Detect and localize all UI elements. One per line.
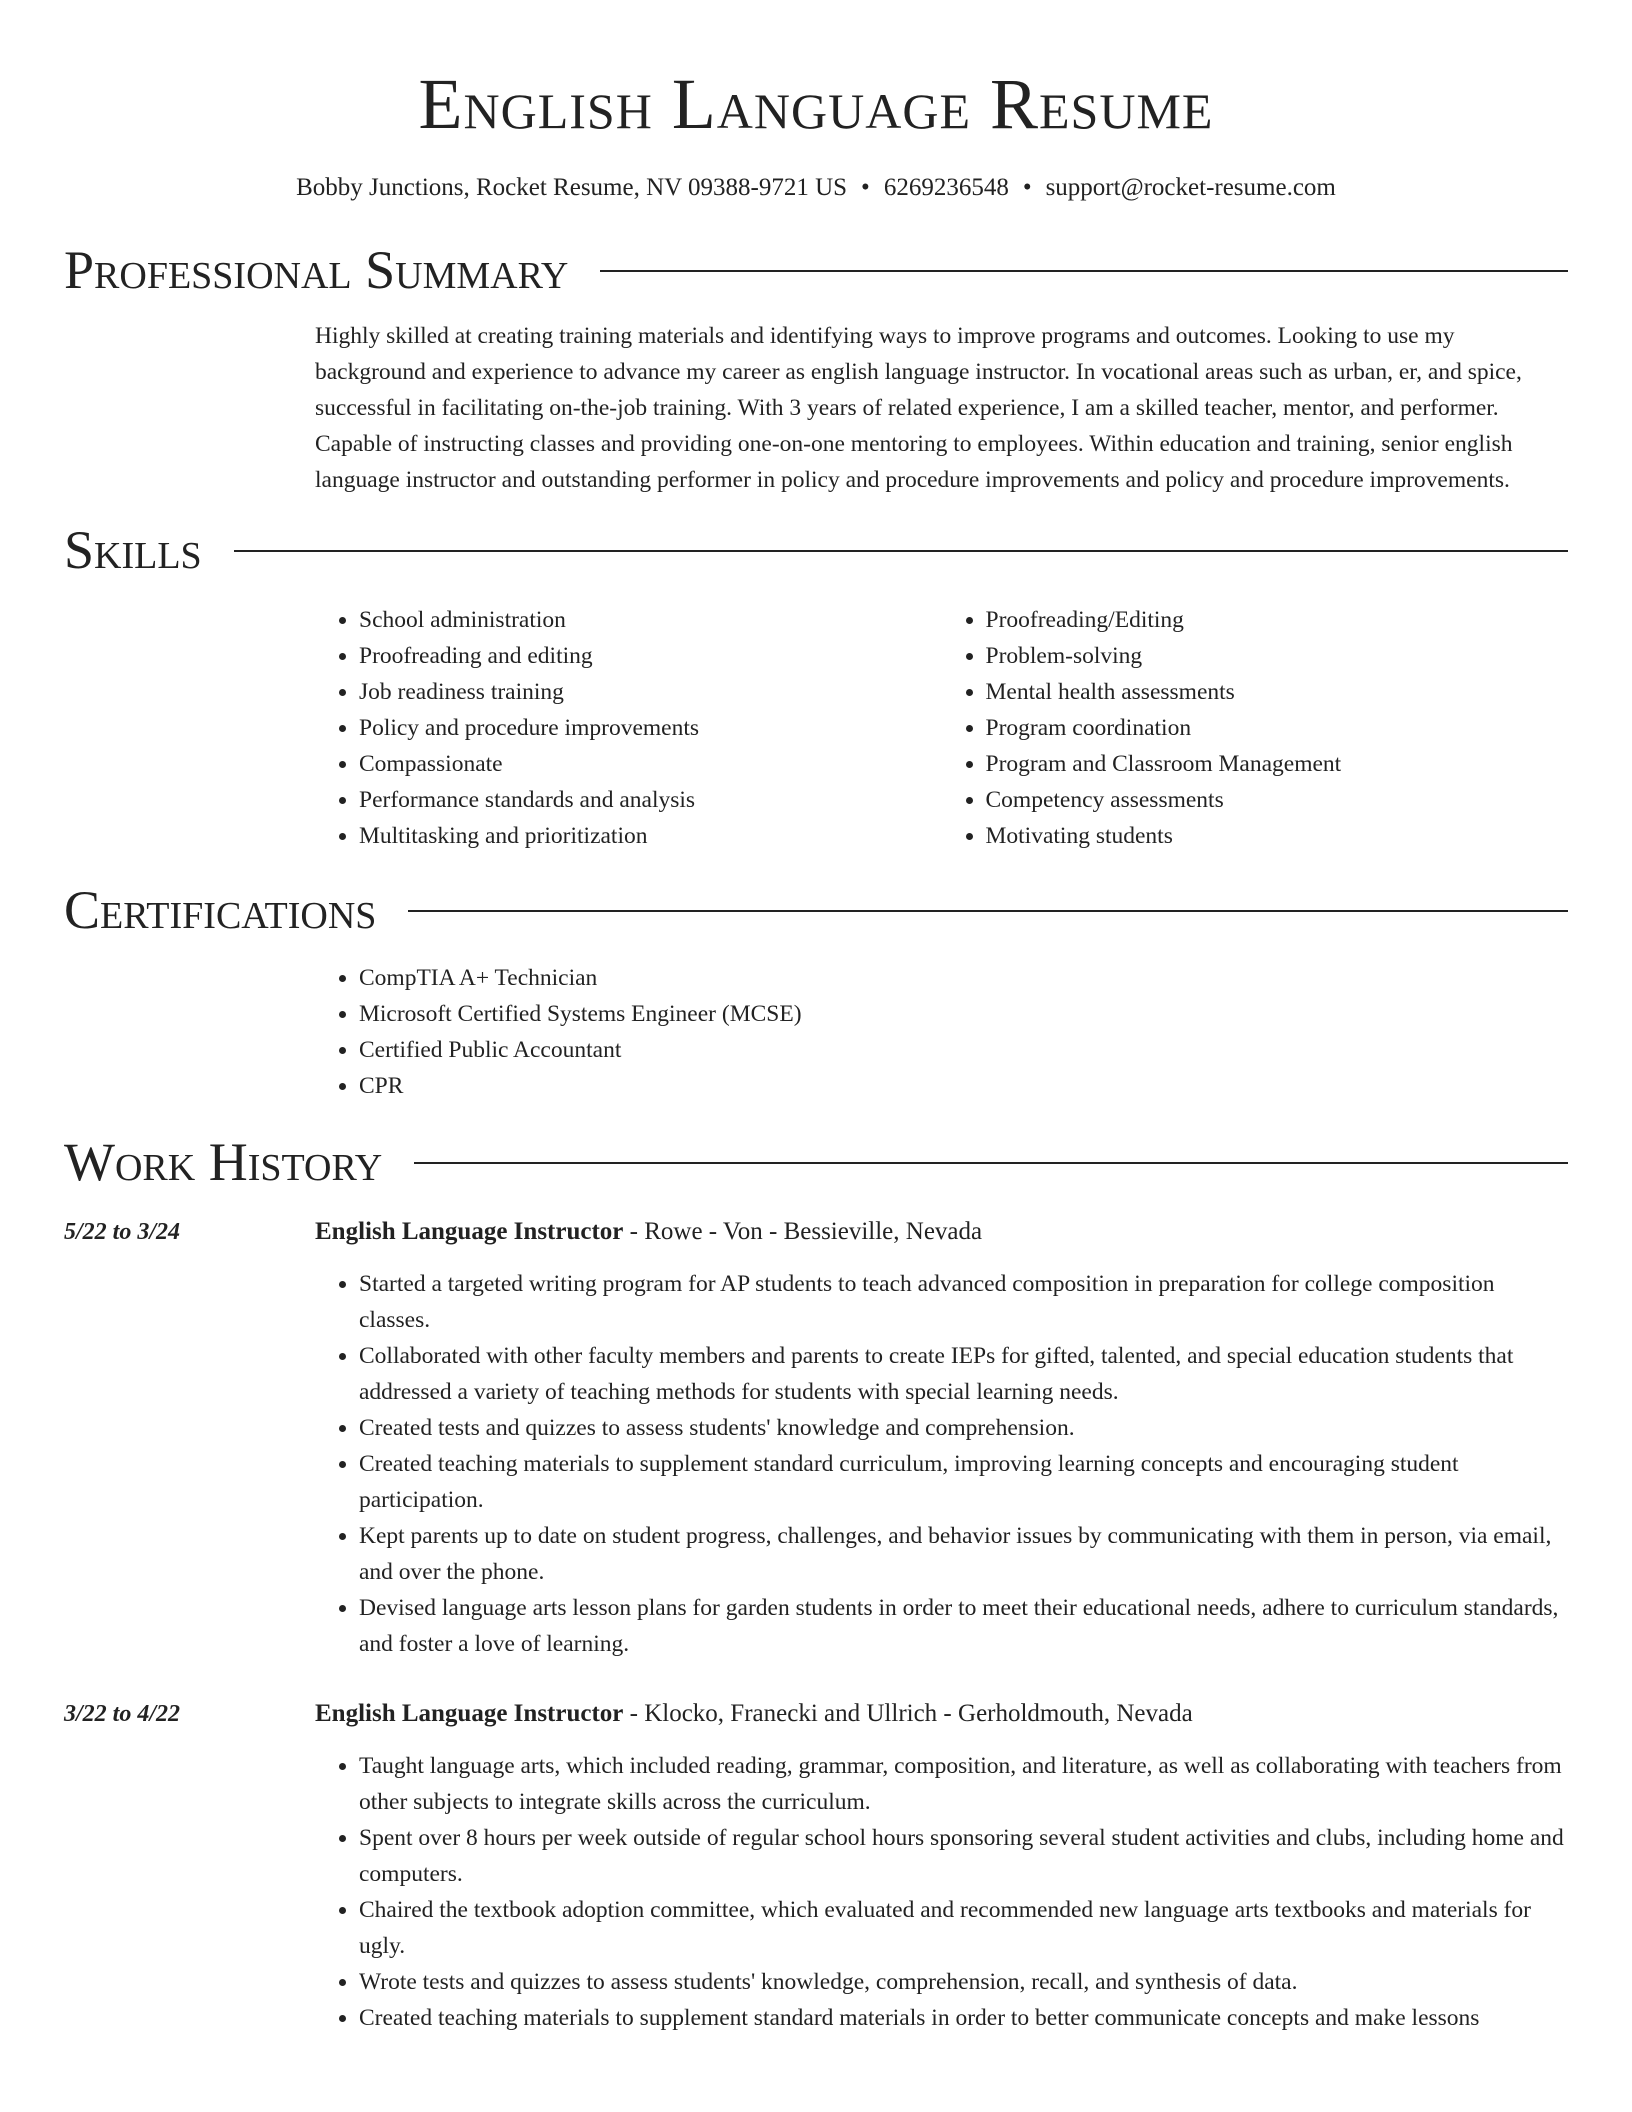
work-history-section: [64, 1130, 1568, 2036]
job-bullet: • Created tests and quizzes to assess students' knowledge and comprehension.: [359, 1410, 1568, 1446]
job-bullet: • Wrote tests and quizzes to assess students' knowledge, comprehension, recall, and synthesis of data.: [359, 1964, 1568, 2000]
resume-title: English Language Resume: [418, 64, 1214, 144]
job-bullet: • Chaired the textbook adoption committee, which evaluated and recommended new language arts textbooks and materials for ugly.: [359, 1892, 1568, 1964]
summary-text: Highly skilled at creating training materials and identifying ways to improve programs and outcomes. Looking to use my background and experience to advance my career as english language instructor. In vocational areas such as urban, er, and spice, successful in facilitating on-the-job training. With 3 years of related experience, I am a skilled teacher, mentor, and performer. Capable of instructing classes and providing one-on-one mentoring to employees. Within education and training, senior english language instructor and outstanding performer in policy and procedure improvements and policy and procedure improvements.: [315, 323, 1522, 493]
job-header: [315, 1696, 1568, 1732]
job-dates: 3/22 to 4/22: [64, 1701, 181, 1727]
skill-item: • Program and Classroom Management: [986, 746, 1569, 782]
section-header: [64, 238, 1568, 302]
skill-item: • School administration: [359, 602, 942, 638]
job-employer: - Klocko, Franecki and Ullrich - Gerholdmouth, Nevada: [623, 1700, 1193, 1727]
resume-page: [64, 0, 1568, 2036]
job-title: English Language Instructor: [315, 1700, 624, 1727]
job-bullet: • Kept parents up to date on student progress, challenges, and behavior issues by communicating with them in person, via email, and over the phone.: [359, 1518, 1568, 1590]
skill-item: • Motivating students: [986, 818, 1569, 854]
skill-item: • Job readiness training: [359, 674, 942, 710]
skill-item: • Problem-solving: [986, 638, 1569, 674]
skill-item: • Multitasking and prioritization: [359, 818, 942, 854]
section-divider: [600, 270, 1568, 272]
section-heading-certifications: Certifications: [64, 880, 377, 940]
job-bullet: • Taught language arts, which included reading, grammar, composition, and literature, as well as collaborating with teachers from other subjects to integrate skills across the curriculum.: [359, 1748, 1568, 1820]
skill-item: • Policy and procedure improvements: [359, 710, 942, 746]
contact-separator: •: [1022, 174, 1032, 201]
section-divider: [408, 910, 1568, 912]
contact-email: support@rocket-resume.com: [1045, 174, 1336, 201]
job-bullet: • Spent over 8 hours per week outside of regular school hours sponsoring several student activities and clubs, including home and computers.: [359, 1820, 1568, 1892]
job-bullet: • Created teaching materials to supplement standard curriculum, improving learning concepts and encouraging student participation.: [359, 1446, 1568, 1518]
certification-item: • Microsoft Certified Systems Engineer (MCSE): [359, 996, 1568, 1032]
job-header: [315, 1214, 1568, 1250]
contact-phone: 6269236548: [883, 174, 1009, 201]
job-dates: 5/22 to 3/24: [64, 1219, 181, 1245]
summary-section: [64, 238, 1568, 498]
skill-item: • Mental health assessments: [986, 674, 1569, 710]
section-divider: [234, 550, 1568, 552]
job-title: English Language Instructor: [315, 1218, 624, 1245]
contact-address: Bobby Junctions, Rocket Resume, NV 09388-9721 US: [296, 174, 848, 201]
section-divider: [414, 1162, 1568, 1164]
job-entry: [64, 1214, 1568, 1662]
skills-list-right: [942, 602, 1569, 854]
section-heading-summary: Professional Summary: [64, 240, 569, 300]
job-bullets: [315, 1748, 1568, 2036]
skill-item: • Competency assessments: [986, 782, 1569, 818]
skill-item: • Performance standards and analysis: [359, 782, 942, 818]
job-bullet: • Devised language arts lesson plans for garden students in order to meet their educational needs, adhere to curriculum standards, and foster a love of learning.: [359, 1590, 1568, 1662]
section-heading-work-history: Work History: [64, 1132, 383, 1192]
skill-item: • Proofreading and editing: [359, 638, 942, 674]
skill-item: • Program coordination: [986, 710, 1569, 746]
skill-item: • Proofreading/Editing: [986, 602, 1569, 638]
job-entry: [64, 1696, 1568, 2036]
job-bullet: • Collaborated with other faculty members and parents to create IEPs for gifted, talented, and special education students that addressed a variety of teaching methods for students with special learning needs.: [359, 1338, 1568, 1410]
job-bullet: • Started a targeted writing program for AP students to teach advanced composition in preparation for college composition classes.: [359, 1266, 1568, 1338]
job-bullets: [315, 1266, 1568, 1662]
contact-separator: •: [861, 174, 870, 201]
certifications-section: [64, 878, 1568, 1104]
section-heading-skills: Skills: [64, 520, 202, 580]
section-header: [64, 518, 1568, 582]
certification-item: • CompTIA A+ Technician: [359, 960, 1568, 996]
certification-item: • Certified Public Accountant: [359, 1032, 1568, 1068]
job-employer: - Rowe - Von - Bessieville, Nevada: [623, 1218, 983, 1245]
skills-section: [64, 518, 1568, 854]
skills-grid: [315, 602, 1568, 854]
contact-line: [64, 172, 1568, 204]
section-header: [64, 878, 1568, 942]
certifications-list: [315, 960, 1568, 1104]
skill-item: • Compassionate: [359, 746, 942, 782]
section-header: [64, 1130, 1568, 1194]
job-bullet: • Created teaching materials to supplement standard materials in order to better communicate concepts and make lessons: [359, 2000, 1568, 2036]
skills-list-left: [315, 602, 942, 854]
certification-item: • CPR: [359, 1068, 1568, 1104]
